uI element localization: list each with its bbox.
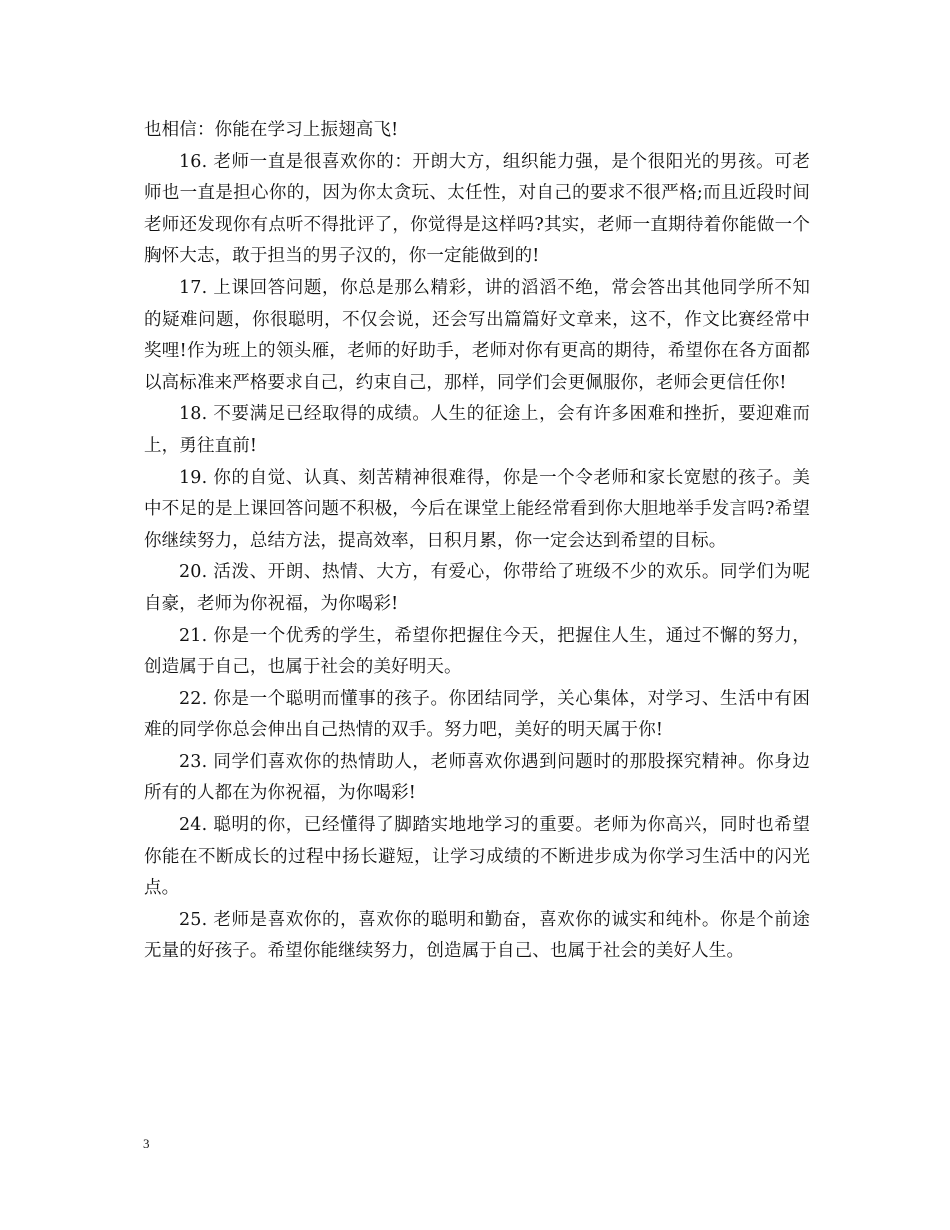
page-content <box>144 115 810 968</box>
paragraph-item-25: 25. 老师是喜欢你的，喜欢你的聪明和勤奋，喜欢你的诚实和纯朴。你是个前途无量的好孩子。希望你能继续努力，创造属于自己、也属于社会的美好人生。 <box>144 909 810 962</box>
paragraph-item-22: 22. 你是一个聪明而懂事的孩子。你团结同学，关心集体，对学习、生活中有困难的同学你总会伸出自己热情的双手。努力吧，美好的明天属于你! <box>144 688 810 741</box>
paragraph-item-24: 24. 聪明的你，已经懂得了脚踏实地地学习的重要。老师为你高兴，同时也希望你能在不断成长的过程中扬长避短，让学习成绩的不断进步成为你学习生活中的闪光点。 <box>144 815 810 899</box>
paragraph-continuation: 也相信：你能在学习上振翅高飞! <box>144 120 399 140</box>
paragraph-item-17: 17. 上课回答问题，你总是那么精彩，讲的滔滔不绝，常会答出其他同学所不知的疑难问题，你很聪明，不仅会说，还会写出篇篇好文章来，这不，作文比赛经常中奖哩!作为班上的领头雁，老师的好助手，老师对你有更高的期待，希望你在各方面都以高标准来严格要求自己，约束自己，那样，同学们会更佩服你，老师会更信任你! <box>144 277 810 393</box>
paragraph-item-23: 23. 同学们喜欢你的热情助人，老师喜欢你遇到问题时的那股探究精神。你身边所有的人都在为你祝福，为你喝彩! <box>144 751 810 804</box>
paragraph-item-19: 19. 你的自觉、认真、刻苦精神很难得，你是一个令老师和家长宽慰的孩子。美中不足的是上课回答问题不积极，今后在课堂上能经常看到你大胆地举手发言吗?希望你继续努力，总结方法，提高效率，日积月累，你一定会达到希望的目标。 <box>144 467 810 551</box>
paragraph-item-16: 16. 老师一直是很喜欢你的：开朗大方，组织能力强，是个很阳光的男孩。可老师也一直是担心你的，因为你太贪玩、太任性，对自己的要求不很严格;而且近段时间老师还发现你有点听不得批评了，你觉得是这样吗?其实，老师一直期待着你能做一个胸怀大志，敢于担当的男子汉的，你一定能做到的! <box>144 151 810 267</box>
page-number: 3 <box>143 1136 150 1151</box>
paragraph-item-21: 21. 你是一个优秀的学生，希望你把握住今天，把握住人生，通过不懈的努力，创造属于自己，也属于社会的美好明天。 <box>144 625 810 678</box>
paragraph-item-18: 18. 不要满足已经取得的成绩。人生的征途上，会有许多困难和挫折，要迎难而上，勇往直前! <box>144 404 810 456</box>
paragraph-item-20: 20. 活泼、开朗、热情、大方，有爱心，你带给了班级不少的欢乐。同学们为呢自豪，老师为你祝福，为你喝彩! <box>144 562 810 614</box>
